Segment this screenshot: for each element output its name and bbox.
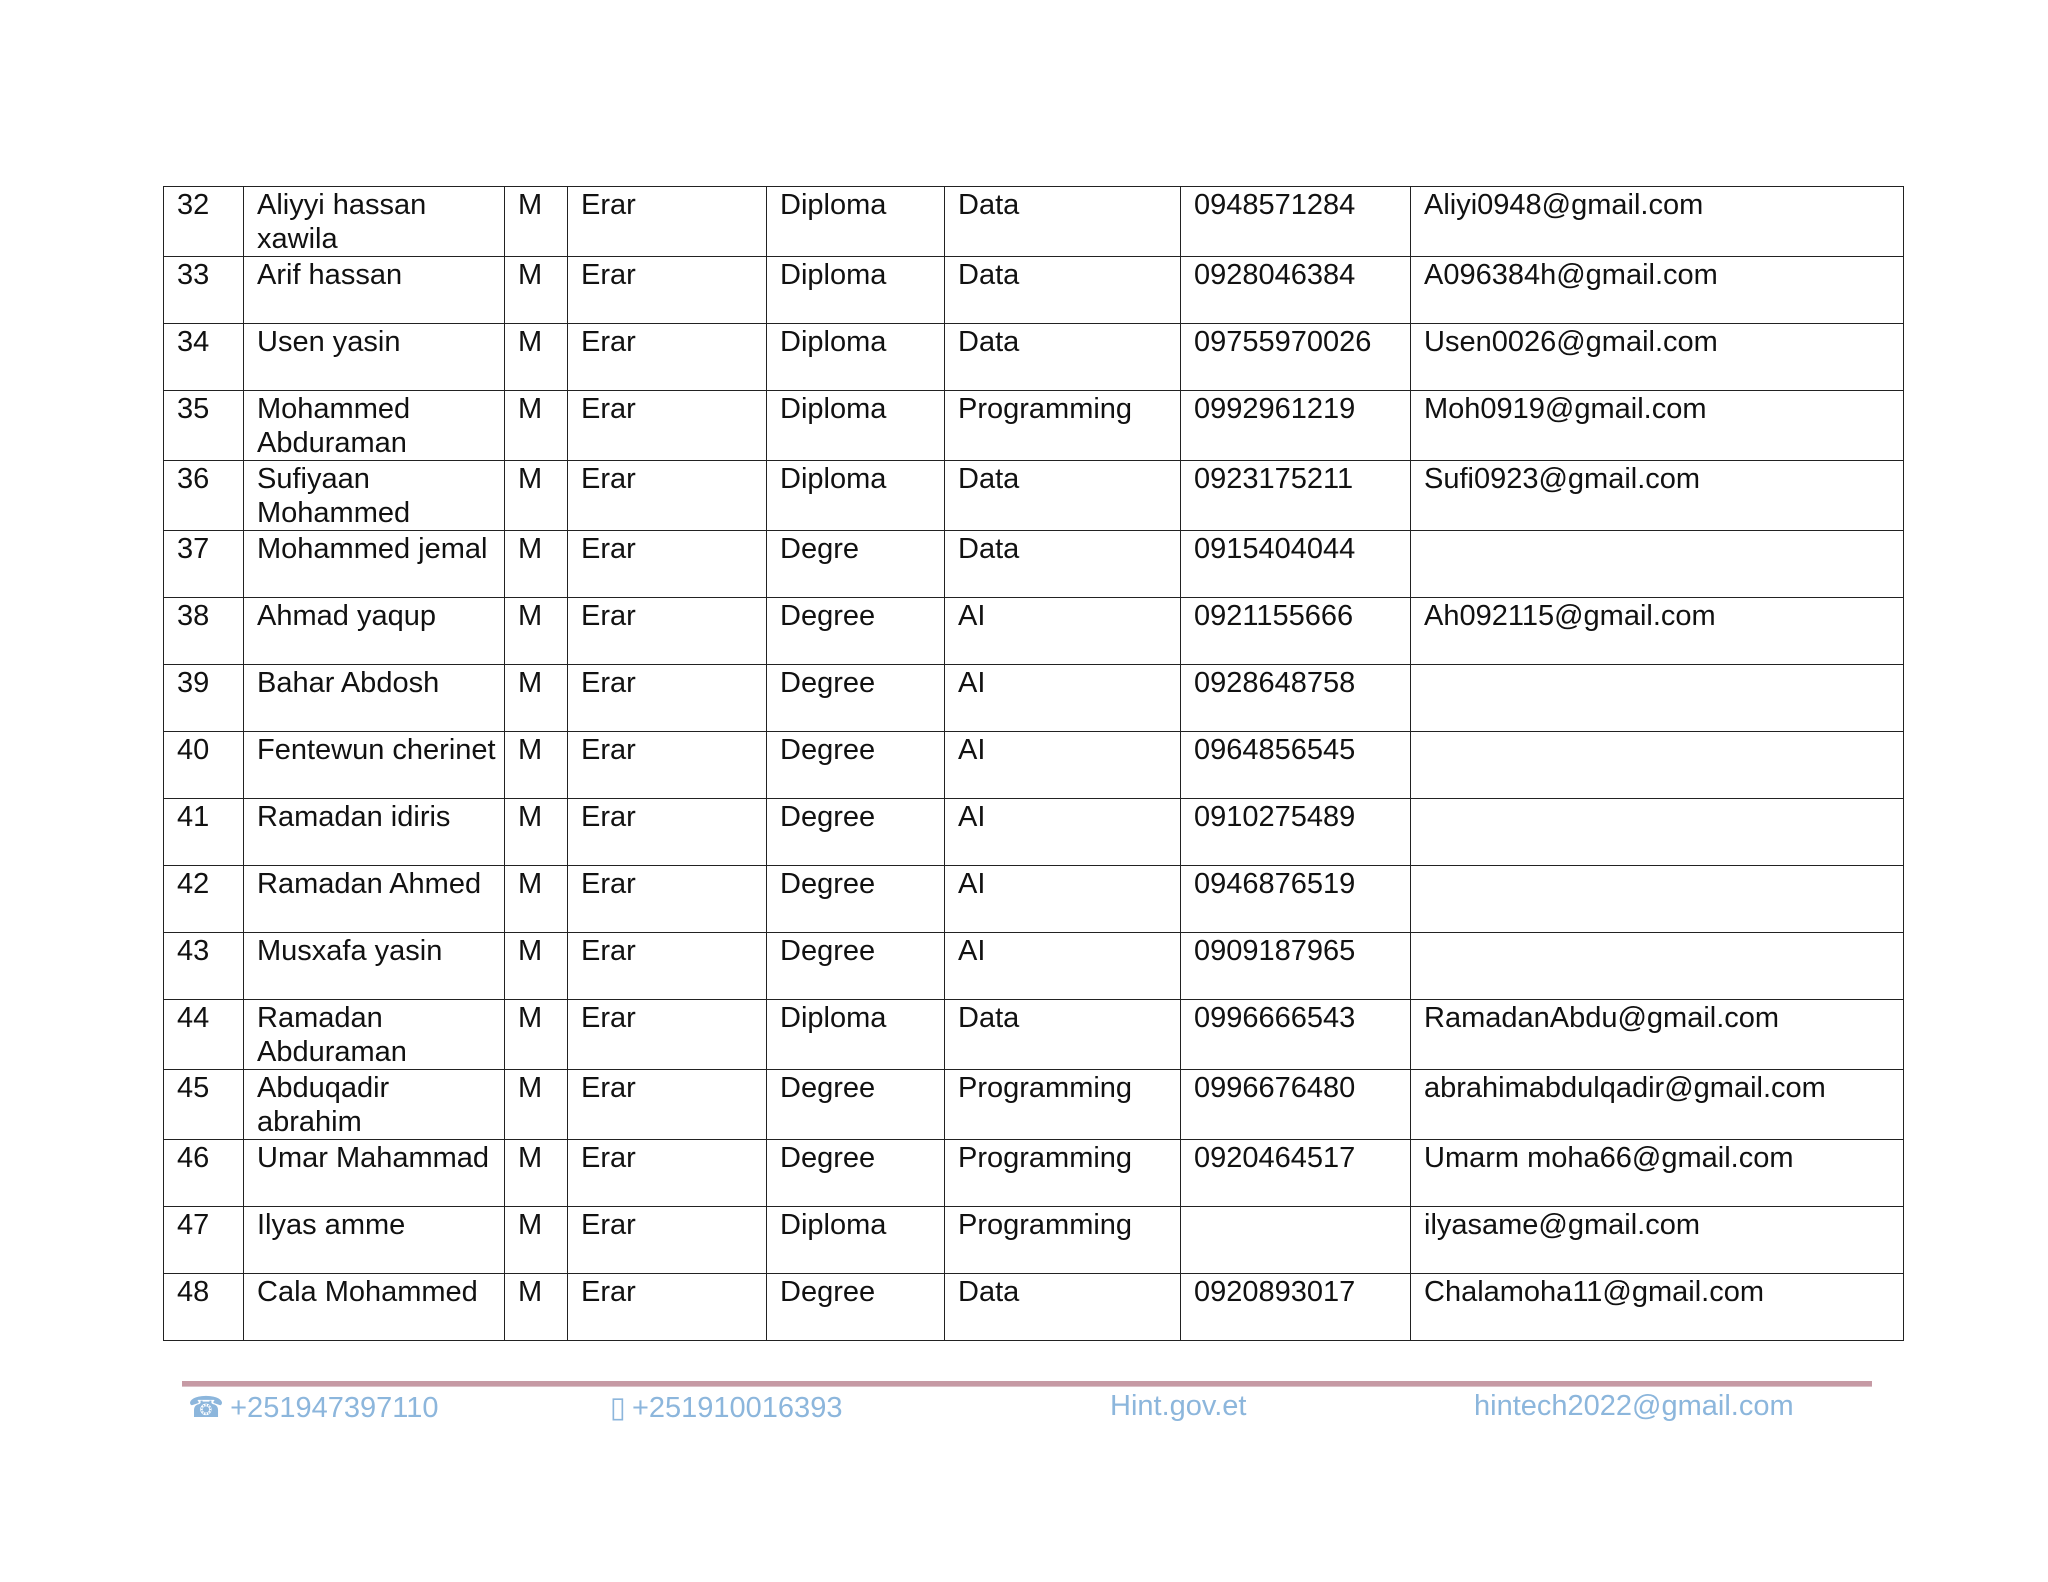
cell-location: Erar xyxy=(568,799,767,866)
cell-level: Degree xyxy=(767,1274,945,1341)
cell-level: Degree xyxy=(767,933,945,1000)
table-body xyxy=(164,187,1904,1341)
cell-field: Data xyxy=(945,461,1181,531)
footer-email-text: hintech2022@gmail.com xyxy=(1474,1390,1794,1422)
cell-level: Degree xyxy=(767,1070,945,1140)
cell-location: Erar xyxy=(568,391,767,461)
cell-no: 47 xyxy=(164,1207,244,1274)
cell-level: Diploma xyxy=(767,461,945,531)
cell-name: Mohammed Abduraman xyxy=(244,391,505,461)
cell-email: A096384h@gmail.com xyxy=(1411,257,1904,324)
cell-email: RamadanAbdu@gmail.com xyxy=(1411,1000,1904,1070)
cell-sex: M xyxy=(505,732,568,799)
cell-name: Arif hassan xyxy=(244,257,505,324)
cell-field: AI xyxy=(945,732,1181,799)
cell-sex: M xyxy=(505,1140,568,1207)
cell-location: Erar xyxy=(568,1207,767,1274)
cell-location: Erar xyxy=(568,324,767,391)
cell-no: 44 xyxy=(164,1000,244,1070)
table-row xyxy=(164,866,1904,933)
cell-sex: M xyxy=(505,598,568,665)
cell-sex: M xyxy=(505,1070,568,1140)
cell-location: Erar xyxy=(568,461,767,531)
phone-icon: ☎ xyxy=(188,1392,225,1424)
cell-field: Programming xyxy=(945,1070,1181,1140)
cell-phone: 0923175211 xyxy=(1181,461,1411,531)
cell-name: Ramadan idiris xyxy=(244,799,505,866)
student-table xyxy=(163,186,1904,1341)
table-row xyxy=(164,1207,1904,1274)
cell-no: 33 xyxy=(164,257,244,324)
footer-phone-2 xyxy=(610,1390,842,1425)
cell-email xyxy=(1411,933,1904,1000)
cell-name: Musxafa yasin xyxy=(244,933,505,1000)
footer-phone-2-text: +251910016393 xyxy=(631,1392,843,1424)
table-row xyxy=(164,187,1904,257)
cell-email: Moh0919@gmail.com xyxy=(1411,391,1904,461)
cell-sex: M xyxy=(505,461,568,531)
cell-location: Erar xyxy=(568,665,767,732)
table-row xyxy=(164,598,1904,665)
cell-field: Data xyxy=(945,324,1181,391)
cell-location: Erar xyxy=(568,866,767,933)
cell-level: Degree xyxy=(767,732,945,799)
cell-phone: 09755970026 xyxy=(1181,324,1411,391)
footer-email xyxy=(1474,1390,1794,1423)
cell-phone: 0964856545 xyxy=(1181,732,1411,799)
table-row xyxy=(164,665,1904,732)
cell-phone: 0992961219 xyxy=(1181,391,1411,461)
cell-sex: M xyxy=(505,187,568,257)
cell-level: Diploma xyxy=(767,1207,945,1274)
cell-phone: 0948571284 xyxy=(1181,187,1411,257)
cell-phone: 0921155666 xyxy=(1181,598,1411,665)
cell-email: Ah092115@gmail.com xyxy=(1411,598,1904,665)
cell-field: Data xyxy=(945,257,1181,324)
cell-level: Diploma xyxy=(767,257,945,324)
table-row xyxy=(164,257,1904,324)
cell-level: Degree xyxy=(767,1140,945,1207)
cell-level: Diploma xyxy=(767,1000,945,1070)
table-row xyxy=(164,933,1904,1000)
cell-phone: 0928046384 xyxy=(1181,257,1411,324)
cell-field: Data xyxy=(945,187,1181,257)
cell-sex: M xyxy=(505,799,568,866)
cell-phone: 0920464517 xyxy=(1181,1140,1411,1207)
footer-divider xyxy=(182,1381,1872,1387)
cell-phone: 0909187965 xyxy=(1181,933,1411,1000)
table-row xyxy=(164,799,1904,866)
cell-sex: M xyxy=(505,531,568,598)
cell-location: Erar xyxy=(568,257,767,324)
cell-phone: 0910275489 xyxy=(1181,799,1411,866)
cell-email: Umarm moha66@gmail.com xyxy=(1411,1140,1904,1207)
cell-sex: M xyxy=(505,257,568,324)
cell-level: Degree xyxy=(767,598,945,665)
cell-sex: M xyxy=(505,866,568,933)
table-row xyxy=(164,732,1904,799)
cell-name: Umar Mahammad xyxy=(244,1140,505,1207)
cell-name: Aliyyi hassan xawila xyxy=(244,187,505,257)
cell-phone: 0928648758 xyxy=(1181,665,1411,732)
cell-phone: 0920893017 xyxy=(1181,1274,1411,1341)
cell-name: Ramadan Ahmed xyxy=(244,866,505,933)
cell-field: Programming xyxy=(945,391,1181,461)
footer-phone-1 xyxy=(188,1390,438,1425)
cell-phone xyxy=(1181,1207,1411,1274)
table-row xyxy=(164,1274,1904,1341)
cell-no: 37 xyxy=(164,531,244,598)
cell-email: Sufi0923@gmail.com xyxy=(1411,461,1904,531)
cell-no: 48 xyxy=(164,1274,244,1341)
cell-name: Fentewun cherinet xyxy=(244,732,505,799)
cell-phone: 0946876519 xyxy=(1181,866,1411,933)
cell-no: 32 xyxy=(164,187,244,257)
table-row xyxy=(164,461,1904,531)
cell-location: Erar xyxy=(568,732,767,799)
cell-field: Data xyxy=(945,1000,1181,1070)
cell-location: Erar xyxy=(568,187,767,257)
cell-level: Degree xyxy=(767,799,945,866)
cell-location: Erar xyxy=(568,1140,767,1207)
table-row xyxy=(164,1000,1904,1070)
cell-field: AI xyxy=(945,598,1181,665)
cell-field: Programming xyxy=(945,1140,1181,1207)
cell-level: Degre xyxy=(767,531,945,598)
cell-no: 35 xyxy=(164,391,244,461)
cell-name: Ilyas amme xyxy=(244,1207,505,1274)
cell-no: 40 xyxy=(164,732,244,799)
cell-sex: M xyxy=(505,1000,568,1070)
cell-email: abrahimabdulqadir@gmail.com xyxy=(1411,1070,1904,1140)
cell-field: Data xyxy=(945,531,1181,598)
cell-name: Bahar Abdosh xyxy=(244,665,505,732)
cell-name: Ahmad yaqup xyxy=(244,598,505,665)
cell-sex: M xyxy=(505,391,568,461)
cell-level: Degree xyxy=(767,866,945,933)
cell-no: 34 xyxy=(164,324,244,391)
cell-name: Cala Mohammed xyxy=(244,1274,505,1341)
cell-phone: 0996666543 xyxy=(1181,1000,1411,1070)
table-row xyxy=(164,1140,1904,1207)
cell-sex: M xyxy=(505,933,568,1000)
cell-field: AI xyxy=(945,933,1181,1000)
cell-email xyxy=(1411,799,1904,866)
cell-email: Chalamoha11@gmail.com xyxy=(1411,1274,1904,1341)
cell-field: AI xyxy=(945,665,1181,732)
cell-email: ilyasame@gmail.com xyxy=(1411,1207,1904,1274)
cell-no: 46 xyxy=(164,1140,244,1207)
cell-location: Erar xyxy=(568,598,767,665)
cell-sex: M xyxy=(505,324,568,391)
cell-location: Erar xyxy=(568,531,767,598)
table-row xyxy=(164,1070,1904,1140)
cell-field: AI xyxy=(945,799,1181,866)
cell-name: Mohammed jemal xyxy=(244,531,505,598)
cell-level: Diploma xyxy=(767,324,945,391)
cell-email xyxy=(1411,732,1904,799)
cell-level: Diploma xyxy=(767,187,945,257)
footer-phone-1-text: +251947397110 xyxy=(230,1392,439,1424)
cell-location: Erar xyxy=(568,1070,767,1140)
cell-email xyxy=(1411,665,1904,732)
cell-email xyxy=(1411,531,1904,598)
cell-no: 38 xyxy=(164,598,244,665)
cell-sex: M xyxy=(505,1274,568,1341)
cell-email xyxy=(1411,866,1904,933)
table-row xyxy=(164,391,1904,461)
cell-no: 43 xyxy=(164,933,244,1000)
cell-email: Usen0026@gmail.com xyxy=(1411,324,1904,391)
cell-no: 42 xyxy=(164,866,244,933)
cell-field: AI xyxy=(945,866,1181,933)
cell-no: 36 xyxy=(164,461,244,531)
cell-email: Aliyi0948@gmail.com xyxy=(1411,187,1904,257)
footer-website xyxy=(1110,1390,1246,1423)
footer-website-text: Hint.gov.et xyxy=(1110,1390,1247,1422)
cell-phone: 0996676480 xyxy=(1181,1070,1411,1140)
cell-sex: M xyxy=(505,1207,568,1274)
cell-level: Diploma xyxy=(767,391,945,461)
cell-sex: M xyxy=(505,665,568,732)
cell-location: Erar xyxy=(568,1000,767,1070)
cell-location: Erar xyxy=(568,1274,767,1341)
cell-no: 45 xyxy=(164,1070,244,1140)
table-row xyxy=(164,324,1904,391)
cell-no: 39 xyxy=(164,665,244,732)
cell-name: Usen yasin xyxy=(244,324,505,391)
cell-phone: 0915404044 xyxy=(1181,531,1411,598)
cell-level: Degree xyxy=(767,665,945,732)
cell-no: 41 xyxy=(164,799,244,866)
cell-location: Erar xyxy=(568,933,767,1000)
mobile-phone-icon: ▯ xyxy=(610,1392,626,1424)
cell-name: Abduqadir abrahim xyxy=(244,1070,505,1140)
cell-field: Data xyxy=(945,1274,1181,1341)
table-row xyxy=(164,531,1904,598)
cell-name: Sufiyaan Mohammed xyxy=(244,461,505,531)
cell-name: Ramadan Abduraman xyxy=(244,1000,505,1070)
cell-field: Programming xyxy=(945,1207,1181,1274)
